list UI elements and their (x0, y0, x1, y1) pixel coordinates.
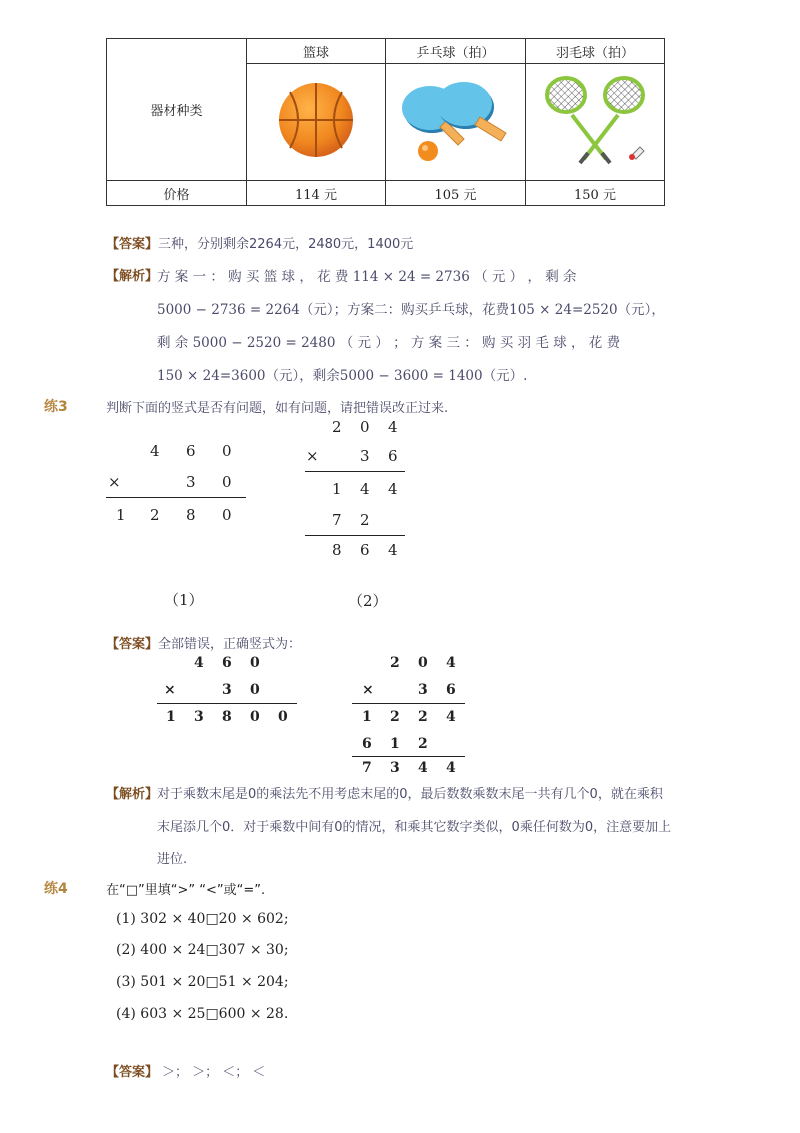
price-badminton: 150 元 (526, 181, 665, 206)
badminton-cell (526, 64, 665, 181)
fix2-p2-digit: 6 (362, 736, 372, 752)
ex2-analysis-line-1: 方 案 一 ： 购 买 篮 球 ， 花 费 114 × 24 = 2736 （ 元 ） ， 剩 余 (157, 269, 577, 285)
fix2-p1-digit: 2 (418, 709, 428, 725)
row-header-price: 价格 (107, 181, 247, 206)
fix2-p1-digit: 4 (446, 709, 456, 725)
calc2-operator: × (306, 447, 319, 465)
fix2-p1-digit: 2 (390, 709, 400, 725)
item-name-badminton: 羽毛球（拍） (526, 39, 665, 64)
calc2-caption: （2） (348, 592, 388, 610)
fix1-result-digit: 8 (222, 709, 232, 725)
fix1-result-digit: 0 (278, 709, 288, 725)
pingpong-cell (386, 64, 526, 181)
fix1-result-digit: 3 (194, 709, 204, 725)
calc1-operator: × (108, 473, 121, 491)
ex3-analysis-line-2: 末尾添几个0．对于乘数中间有0的情况，和乘其它数字类似，0乘任何数为0，注意要加上 (157, 820, 672, 835)
calc2-top-digit: 0 (360, 418, 370, 436)
calc1-rule (106, 497, 246, 498)
ping-pong-paddles-icon (394, 77, 518, 163)
calc1-result-digit: 8 (186, 506, 196, 524)
calc2-rule (305, 471, 405, 472)
fix2-p2-digit: 1 (390, 736, 400, 752)
calc2-p2-digit: 7 (332, 511, 342, 529)
ex4-answer-text: ＞； ＞； ＜； ＜ (162, 1065, 266, 1080)
ex2-analysis-line-3: 剩 余 5000 − 2520 = 2480 （ 元 ） ； 方 案 三 ： 购 买 羽 毛 球 ， 花 费 (157, 335, 621, 351)
calc1-mult-digit: 0 (222, 473, 232, 491)
fix2-result-digit: 7 (362, 760, 372, 776)
price-pingpong: 105 元 (386, 181, 526, 206)
fix1-rule (157, 703, 297, 704)
fix2-p1-digit: 1 (362, 709, 372, 725)
calc2-top-digit: 4 (388, 418, 398, 436)
ex2-answer-text: 三种，分别剩余2264元，2480元，1400元 (158, 237, 414, 252)
fix2-p2-digit: 2 (418, 736, 428, 752)
fix1-mult-digit: 3 (222, 682, 232, 698)
fix1-top-digit: 6 (222, 655, 232, 671)
ex2-answer (106, 233, 413, 252)
calc2-p1-digit: 1 (332, 480, 342, 498)
calc2-result-digit: 4 (388, 541, 398, 559)
calc1-top-digit: 0 (222, 442, 232, 460)
calc2-top-digit: 2 (332, 418, 342, 436)
fix2-top-digit: 4 (446, 655, 456, 671)
calc2-p1-digit: 4 (360, 480, 370, 498)
ex2-analysis-line-2: 5000 − 2736 = 2264（元）；方案二：购买乒乓球，花费105 × 24=2520（元）， (157, 302, 665, 318)
calc2-mult-digit: 3 (360, 447, 370, 465)
ex4-item-3: (3) 501 × 20□51 × 204; (116, 974, 289, 990)
calc2-p2-digit: 2 (360, 511, 370, 529)
badminton-rackets-icon (540, 75, 650, 165)
item-name-pingpong: 乒乓球（拍） (386, 39, 526, 64)
fix2-mult-digit: 6 (446, 682, 456, 698)
fix2-mult-digit: 3 (418, 682, 428, 698)
ex3-label: 练3 (44, 399, 68, 415)
fix2-result-digit: 4 (418, 760, 428, 776)
answer-tag: 【答案】 (106, 637, 159, 652)
basketball-cell (247, 64, 386, 181)
fix1-result-digit: 1 (166, 709, 176, 725)
calc1-result-digit: 0 (222, 506, 232, 524)
ex4-prompt: 在“□”里填“>” “<”或“=”. (106, 883, 266, 898)
fix2-operator: × (362, 682, 374, 698)
ex3-prompt: 判断下面的竖式是否有问题，如有问题，请把错误改正过来. (106, 401, 449, 416)
answer-tag: 【答案】 (106, 237, 159, 252)
answer-tag: 【答案】 (106, 1065, 159, 1080)
calc2-result-digit: 6 (360, 541, 370, 559)
row-header-equipment-type: 器材种类 (107, 39, 247, 181)
fix1-mult-digit: 0 (250, 682, 260, 698)
ex3-analysis-line-3: 进位. (157, 852, 188, 867)
calc2-p1-digit: 4 (388, 480, 398, 498)
item-name-basketball: 篮球 (247, 39, 386, 64)
calc2-mult-digit: 6 (388, 447, 398, 465)
ex3-answer-text: 全部错误，正确竖式为： (158, 637, 302, 652)
fix2-rule (352, 703, 465, 704)
ex4-answer (106, 1061, 265, 1080)
ex4-item-2: (2) 400 × 24□307 × 30; (116, 942, 289, 958)
ex2-analysis-line-4: 150 × 24=3600（元），剩余5000 − 3600 = 1400（元）. (157, 368, 528, 384)
calc1-mult-digit: 3 (186, 473, 196, 491)
fix2-rule (352, 756, 465, 757)
equipment-table (106, 38, 665, 206)
calc1-result-digit: 2 (150, 506, 160, 524)
fix2-top-digit: 0 (418, 655, 428, 671)
calc1-caption: （1） (164, 591, 204, 609)
price-basketball: 114 元 (247, 181, 386, 206)
calc2-result-digit: 8 (332, 541, 342, 559)
calc1-result-digit: 1 (116, 506, 126, 524)
fix1-result-digit: 0 (250, 709, 260, 725)
ex4-label: 练4 (44, 881, 68, 897)
analysis-tag: 【解析】 (106, 269, 159, 284)
calc1-top-digit: 4 (150, 442, 160, 460)
basketball-icon (276, 80, 356, 160)
fix1-top-digit: 0 (250, 655, 260, 671)
fix2-result-digit: 3 (390, 760, 400, 776)
calc2-rule (305, 535, 405, 536)
fix2-top-digit: 2 (390, 655, 400, 671)
ex4-item-4: (4) 603 × 25□600 × 28. (116, 1006, 289, 1022)
ex3-answer (106, 633, 301, 652)
fix1-top-digit: 4 (194, 655, 204, 671)
fix2-result-digit: 4 (446, 760, 456, 776)
fix1-operator: × (164, 682, 176, 698)
calc1-top-digit: 6 (186, 442, 196, 460)
analysis-tag: 【解析】 (106, 787, 159, 802)
ex3-analysis-line-1: 对于乘数末尾是0的乘法先不用考虑末尾的0，最后数数乘数末尾一共有几个0，就在乘积 (157, 787, 663, 802)
ex4-item-1: (1) 302 × 40□20 × 602; (116, 911, 289, 927)
